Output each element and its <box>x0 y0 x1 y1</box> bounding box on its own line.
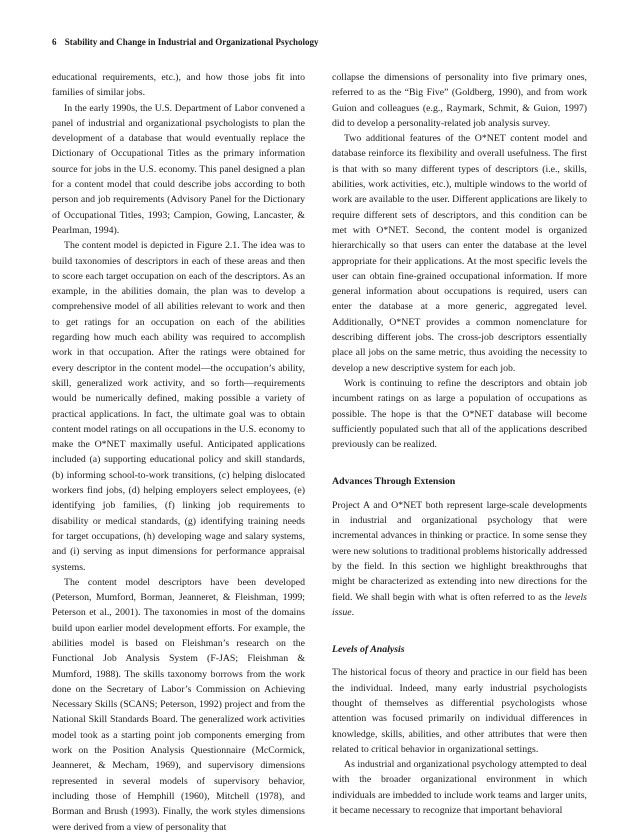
left-column <box>52 70 305 835</box>
section-heading: Advances Through Extension <box>332 476 456 488</box>
body-paragraph: The content model is depicted in Figure 2.1. The idea was to build taxonomies of descriptors in each of these areas and then to score each target occupation on each of the descriptors. As an example, in the abilities domain, the plan was to develop a comprehensive model of all abilities relevant to work and then to get ratings for an occupation on each of the abilities regarding how much each ability was required to accomplish work in that occupation. After the ratings were obtained for every descriptor in the content model—the occupation’s ability, skill, generalized work activity, and so forth—requirements would be numerically defined, making possible a variety of practical applications. In fact, the ultimate goal was to obtain content model ratings on all occupations in the U.S. economy to make the O*NET maximally useful. Anticipated applications included (a) supporting educational policy and skill standards, (b) informing school-to-work transitions, (c) helping dislocated workers find jobs, (d) helping employers select employees, (e) identifying job families, (f) linking job requirements to disability or medical standards, (g) identifying training needs for target occupations, (h) developing wage and salary systems, and (i) serving as input dimensions for performance appraisal systems. <box>52 240 305 573</box>
body-paragraph: In the early 1990s, the U.S. Department of Labor convened a panel of industrial and organizational psychologists to plan the development of a database that would eventually replace the Dictionary of Occupational Titles as the primary information source for jobs in the U.S. economy. This panel designed a plan for a content model that could describe jobs according to both person and job requirements (Advisory Panel for the Dictionary of Occupational Titles, 1993; Campion, Gowing, Lancaster, & Pearlman, 1994). <box>52 102 305 236</box>
running-title: Stability and Change in Industrial and Organizational Psychology <box>64 37 319 47</box>
running-header <box>52 37 319 47</box>
levels-issue-term: levels issue <box>332 591 587 618</box>
section-intro-paragraph <box>332 498 587 620</box>
body-paragraph: educational requirements, etc.), and how those jobs fit into families of similar jobs. <box>52 72 305 99</box>
page-number: 6 <box>52 37 57 47</box>
section-intro-text: Project A and O*NET both represent large-scale developments in industrial and organizational psychology that were incremental advances in thinking or practice. In some sense they were new solutions to traditional problems historically addressed by the field. In this section we highlight breakthroughs that might be characterized as extending into new directions for the field. We shall begin with what is often referred to as the <box>332 499 587 603</box>
right-column <box>332 70 587 818</box>
body-paragraph: As industrial and organizational psychology attempted to deal with the broader organizational environment in which individuals are imbedded to include work teams and larger units, it became necessary to recognize that important behavioral <box>332 759 587 817</box>
body-paragraph: Work is continuing to refine the descriptors and obtain job incumbent ratings on as large a population of occupations as possible. The hope is that the O*NET database will become sufficiently populated such that all of the applications described previously can be realized. <box>332 377 587 451</box>
body-paragraph: Two additional features of the O*NET content model and database reinforce its flexibility and overall usefulness. The first is that with so many different types of descriptors (i.e., skills, abilities, work activities, etc.), multiple windows to the world of work are available to the user. Different applications are likely to require different sets of descriptors, and this condition can be met with O*NET. Second, the content model is organized hierarchically so that users can enter the database at the level appropriate for their applications. At the most specific levels the user can obtain fine-grained occupational information. If more general information about occupations is required, users can enter the database at a more generic, aggregated level. Additionally, O*NET provides a common nomenclature for describing different jobs. The cross-job descriptors essentially place all jobs on the same metric, thus avoiding the necessity to develop a new descriptive system for each job. <box>332 133 587 374</box>
section-intro-end: . <box>351 606 355 618</box>
subsection-heading: Levels of Analysis <box>332 644 405 656</box>
body-paragraph: The historical focus of theory and practice in our field has been the individual. Indeed, many early industrial psychologists thought of themselves as differential psychologists whose attention was focused primarily on individual differences in knowledge, skills, abilities, and other attributes that were then related to critical behavior in organizational settings. <box>332 667 587 755</box>
body-paragraph: collapse the dimensions of personality into five primary ones, referred to as the “Big Five” (Goldberg, 1990), and from work Guion and colleagues (e.g., Raymark, Schmit, & Guion, 1997) did to develop a personality-related job analysis survey. <box>332 72 587 129</box>
body-paragraph: The content model descriptors have been developed (Peterson, Mumford, Borman, Jeanneret, & Fleishman, 1999; Peterson et al., 2001). The taxonomies in most of the domains build upon earlier model development efforts. For example, the abilities model is based on Fleishman’s research on the Functional Job Analysis System (F-JAS; Fleishman & Mumford, 1988). The skills taxonomy borrows from the work done on the Secretary of Labor’s Commission on Achieving Necessary Skills (SCANS; Peterson, 1992) project and from the National Skill Standards Board. The generalized work activities model took as a starting point job components emerging from work on the Position Analysis Questionnaire (McCormick, Jeanneret, & Mecham, 1969), and supervisory dimensions represented in several models of supervisory behavior, including those of Hemphill (1960), Mitchell (1978), and Borman and Brush (1993). Finally, the work styles dimensions were derived from a view of personality that <box>52 576 305 833</box>
